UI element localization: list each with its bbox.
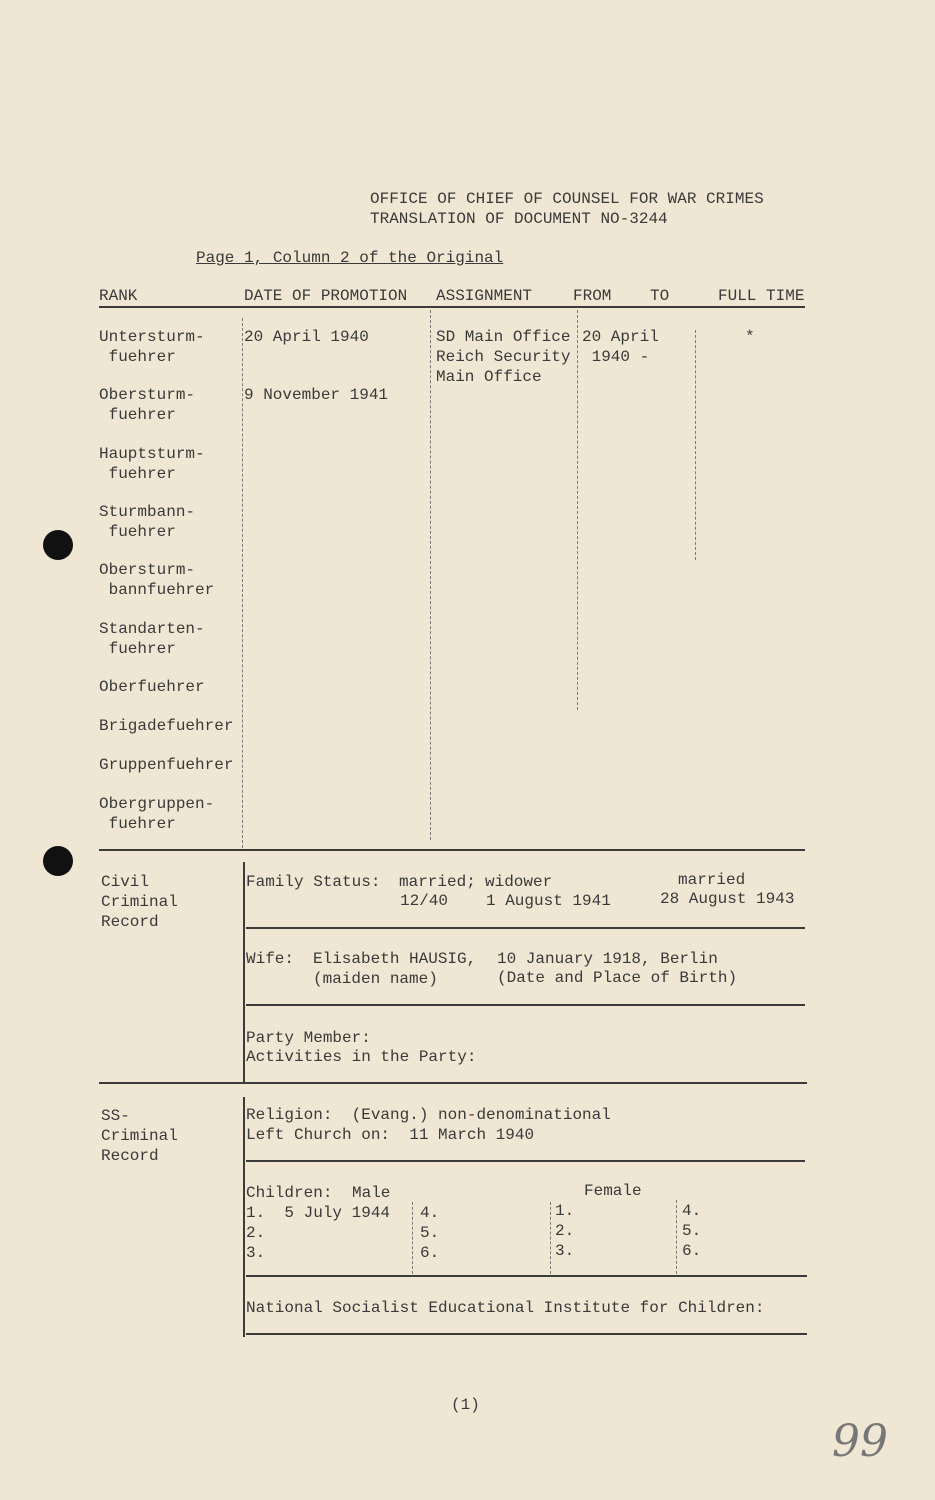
rank-gruppenfuehrer: Gruppenfuehrer (99, 756, 234, 774)
rank-oberfuehrer: Oberfuehrer (99, 678, 205, 696)
children-female-list-2: 4. 5. 6. (682, 1202, 702, 1260)
rank-hauptsturmfuehrer: Hauptsturm- fuehrer (99, 445, 205, 483)
col-rank: RANK (99, 287, 138, 305)
page-number: (1) (451, 1396, 480, 1414)
civil-block-left-rule (243, 862, 245, 1082)
wife-name-note: (maiden name) (313, 970, 438, 988)
institute-line: National Socialist Educational Institute for Children: (246, 1299, 765, 1317)
children-divider-2 (550, 1202, 551, 1274)
col-to: TO (650, 287, 670, 305)
rank-standartenfuehrer: Standarten- fuehrer (99, 620, 205, 658)
rank-obersturmbannfuehrer: Obersturm- bannfuehrer (99, 561, 215, 599)
civil-criminal-record-label: Civil Criminal Record (101, 873, 178, 931)
children-female-heading: Female (584, 1182, 642, 1200)
family-married: married; (399, 873, 476, 891)
wife-birth: 10 January 1918, Berlin (497, 950, 718, 968)
religion-bottom-rule (246, 1160, 805, 1162)
rank-brigadefuehrer: Brigadefuehrer (99, 717, 234, 735)
wife-birth-note: (Date and Place of Birth) (497, 969, 738, 987)
rank-obersturmfuehrer: Obersturm- fuehrer (99, 386, 196, 424)
promotion-date-1: 20 April 1940 (244, 328, 369, 346)
family-bottom-rule (246, 927, 805, 929)
wife-bottom-rule (246, 1004, 805, 1006)
religion-line: Religion: (Evang.) non-denominational (246, 1106, 611, 1124)
wife-name: Elisabeth HAUSIG, (313, 950, 477, 968)
children-bottom-rule (246, 1275, 807, 1277)
family-widower: widower (485, 873, 553, 891)
page-subtitle: Page 1, Column 2 of the Original (196, 249, 504, 267)
left-church-line: Left Church on: 11 March 1940 (246, 1126, 535, 1144)
punch-hole-lower (43, 846, 73, 876)
children-male-heading: Male (352, 1184, 391, 1202)
divider-assignment (430, 310, 431, 840)
family-status-label: Family Status: (246, 873, 381, 891)
family-remarried-date: 28 August 1943 (660, 890, 795, 908)
family-remarried: married (678, 871, 746, 889)
family-widower-date: 1 August 1941 (486, 892, 611, 910)
full-time-mark: * (745, 328, 755, 346)
office-heading: OFFICE OF CHIEF OF COUNSEL FOR WAR CRIMES (370, 190, 764, 208)
assignment-entry: SD Main Office Reich Security Main Office (436, 328, 571, 386)
ss-criminal-record-label: SS- Criminal Record (101, 1107, 178, 1165)
family-married-date: 12/40 (400, 892, 449, 910)
divider-date (242, 318, 243, 848)
wife-label: Wife: (246, 950, 295, 968)
children-male-list-2: 4. 5. 6. (420, 1204, 440, 1262)
divider-from (577, 310, 578, 710)
rank-obergruppenfuehrer: Obergruppen- fuehrer (99, 795, 215, 833)
col-from: FROM (573, 287, 612, 305)
party-activities: Activities in the Party: (246, 1048, 477, 1066)
rank-sturmbannfuehrer: Sturmbann- fuehrer (99, 503, 196, 541)
header-rule (99, 306, 805, 308)
civil-block-bottom-rule (99, 1082, 807, 1084)
handwritten-folio-number: 99 (832, 1416, 888, 1467)
from-entry: 20 April 1940 - (582, 328, 659, 366)
col-assignment: ASSIGNMENT (436, 287, 533, 305)
ss-block-bottom-rule (246, 1333, 807, 1335)
ss-block-left-rule (243, 1097, 245, 1337)
children-label: Children: (246, 1184, 333, 1202)
col-date-of-promotion: DATE OF PROMOTION (244, 287, 408, 305)
children-divider-1 (412, 1202, 413, 1274)
divider-full-time (695, 330, 696, 560)
rank-table-bottom-rule (99, 849, 805, 851)
rank-untersturmfuehrer: Untersturm- fuehrer (99, 328, 205, 366)
col-full-time: FULL TIME (718, 287, 805, 305)
punch-hole-upper (43, 530, 73, 560)
children-female-list-1: 1. 2. 3. (555, 1202, 575, 1260)
children-divider-3 (676, 1200, 677, 1274)
party-member: Party Member: (246, 1029, 371, 1047)
translation-heading: TRANSLATION OF DOCUMENT NO-3244 (370, 210, 668, 228)
children-male-list-1: 1. 5 July 1944 2. 3. (246, 1204, 391, 1262)
promotion-date-2: 9 November 1941 (244, 386, 389, 404)
